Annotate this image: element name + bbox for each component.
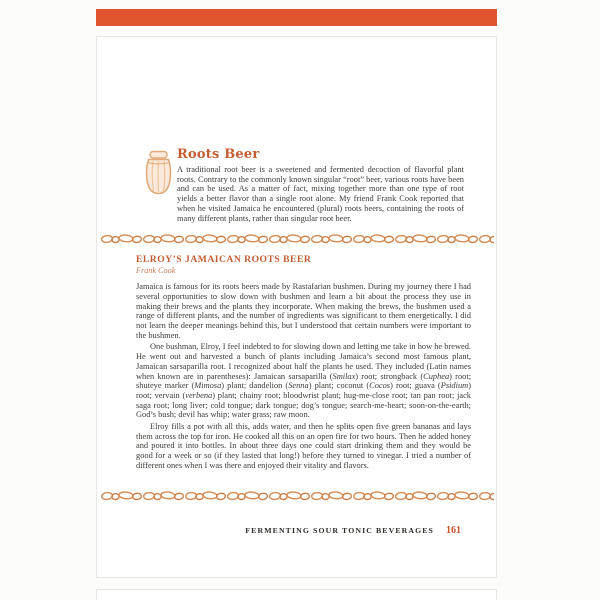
section-header (141, 147, 464, 223)
recipe-paragraph: Elroy fills a pot with all this, adds water, and then he splits open five green bananas and lays them across the top for iron. He cooked all this on an open fire for two hours. Then he added honey and poured it into bottles. In about three days one could start drinking them and they would be good for a week or so (if they lasted that long!) before they turned to vinegar. I tried a number of different ones when I was there and enjoyed their vitality and flavors. (136, 422, 471, 470)
chain-links-ornament-bottom (101, 489, 494, 502)
section-intro-paragraph: A traditional root beer is a sweetened and fermented decoction of flavorful plant roots. Contrary to the commonly known singular “root” beer, various roots have been and can be used. As a matter of fact, mixing together more than one type of root yields a better flavor than a single root alone. My friend Frank Cook reported that when he visited Jamaica he encountered (plural) roots beers, containing the roots of many different plants, rather than singular root beer. (177, 165, 464, 223)
chain-links-ornament-top (101, 232, 494, 245)
previous-page-chapter-color-bar (96, 9, 497, 26)
page-footer (97, 525, 461, 536)
recipe-heading: ELROY’S JAMAICAN ROOTS BEER (136, 254, 312, 266)
fermentation-jar-icon (141, 147, 175, 223)
recipe-paragraph: Jamaica is famous for its roots beers made by Rastafarian bushmen. During my journey there I had several opportunities to slow down with bushmen and learn a bit about the process they use in making their brews and the plants they incorporate. When making the brews, the bushmen used a range of different plants, and the number of ingredients was significant to them energetically. I did not learn the deeper meanings behind this, but I understood that certain numbers were important to the bushmen. (136, 282, 471, 340)
recipe-paragraph: One bushman, Elroy, I feel indebted to for slowing down and letting me take in how he brewed. He went out and harvested a bunch of plants including Jamaica’s second most famous plant, Jamaican sarsaparilla root. I recognized about half the plants he used. They included (Latin names when known are in parentheses): Jamaican sarsaparilla (Smilax) root; strongback (Cuphea) root; shuteye marker (Mimosa) plant; dandelion (Senna) plant; coconut (Cocos) root; guava (Psidium) root; vervain (verbena) plant; chainy root; bloodwrist plant; hug-me-close root; tan pan root; jack saga root; long liver; cold tongue; dark tongue; dog’s tongue; search-me-heart; soon-on-the-earth; God’s bush; devil has whip; water grass; raw moon. (136, 342, 472, 420)
book-page (96, 36, 497, 578)
recipe-byline: Frank Cook (136, 266, 176, 276)
next-page-top-edge (96, 589, 497, 600)
footer-chapter-title: FERMENTING SOUR TONIC BEVERAGES (245, 525, 434, 535)
footer-page-number: 161 (446, 524, 461, 536)
section-header-text (177, 147, 464, 223)
section-title: Roots Beer (177, 147, 260, 162)
recipe-body (136, 282, 471, 470)
